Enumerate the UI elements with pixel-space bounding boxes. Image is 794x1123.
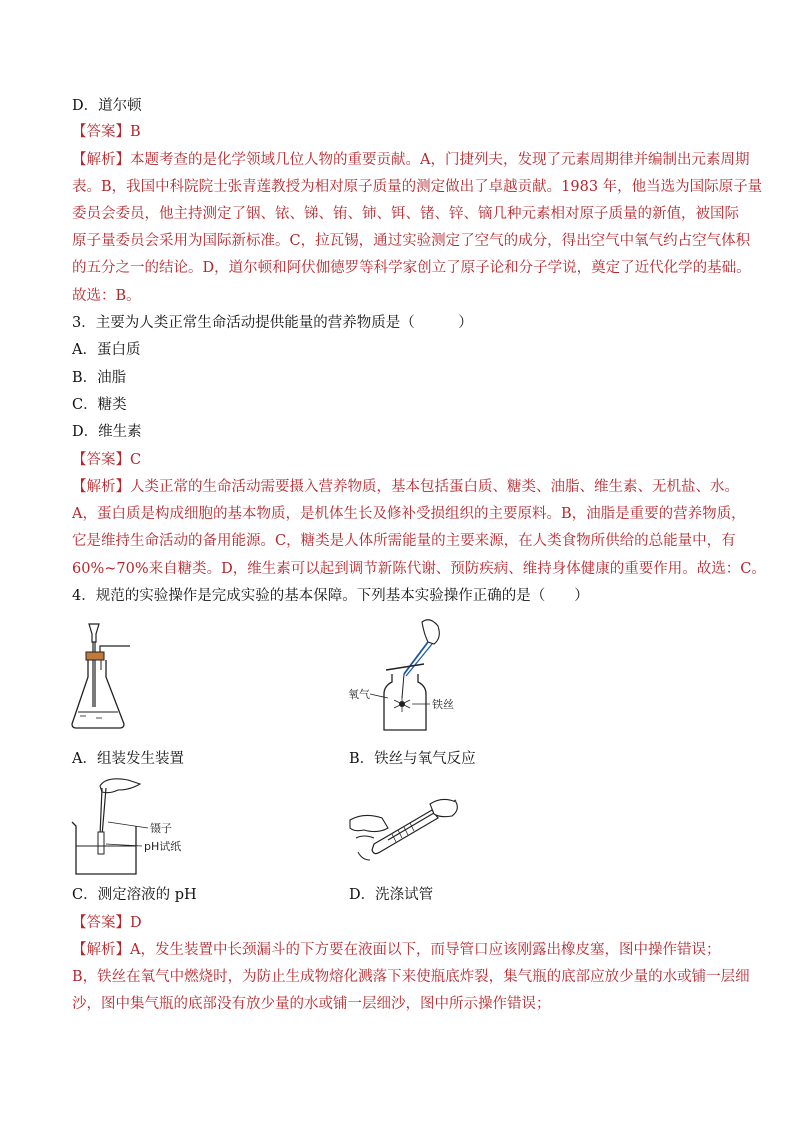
q3-analysis-line: 【解析】人类正常的生命活动需要摄入营养物质，基本包括蛋白质、糖类、油脂、维生素、无机盐、水。 (72, 479, 739, 495)
q4-stem: 4．规范的实验操作是完成实验的基本保障。下列基本实验操作正确的是（ ） (72, 588, 589, 604)
q2-analysis-line: 原子量委员会采用为国际新标准。C，拉瓦锡，通过实验测定了空气的成分，得出空气中氧气约占空气体积 (72, 233, 751, 249)
q2-analysis-line: 委员会委员，他主持测定了铟、铱、锑、铕、铈、铒、锗、锌、镝几种元素相对原子质量的新值，被国际 (72, 206, 739, 222)
q2-answer (72, 122, 141, 142)
q4-option-d: D．洗涤试管 (349, 887, 434, 903)
analysis-tag: 【解析】 (72, 479, 130, 495)
answer-value: C (130, 452, 142, 468)
q4-analysis-line: 【解析】A，发生装置中长颈漏斗的下方要在液面以下，而导管口应该刚露出橡皮塞，图中操作错误； (72, 942, 721, 958)
label-ph-paper: pH试纸 (144, 840, 182, 853)
answer-value: D (130, 915, 142, 931)
q2-analysis-line: 故选：B。 (72, 288, 141, 304)
answer-tag: 【答案】 (72, 124, 130, 140)
q3-option-c: C．糖类 (72, 397, 127, 413)
label-iron-wire: 铁丝 (432, 698, 454, 711)
q4-option-a: A．组装发生装置 (72, 751, 184, 767)
q4-analysis-line: B，铁丝在氧气中燃烧时，为防止生成物熔化溅落下来使瓶底炸裂，集气瓶的底部应放少量的水或铺一层细 (72, 969, 750, 985)
answer-tag: 【答案】 (72, 452, 130, 468)
figure-a-flask-apparatus (66, 622, 146, 732)
q3-answer (72, 450, 141, 470)
answer-tag: 【答案】 (72, 915, 130, 931)
q3-analysis-line: 它是维持生命活动的备用能源。C，糖类是人体所需能量的主要来源，在人类食物所供给的总能量中，有 (72, 533, 736, 549)
q4-option-b: B．铁丝与氧气反应 (349, 751, 476, 767)
answer-value: B (130, 124, 141, 140)
q3-option-a: A．蛋白质 (72, 342, 141, 358)
q4-answer (72, 913, 142, 933)
q2-analysis-line: 的五分之一的结论。D，道尔顿和阿伏伽德罗等科学家创立了原子论和分子学说，奠定了近代化学的基础。 (72, 260, 751, 276)
q3-analysis-line: 60%~70%来自糖类。D，维生素可以起到调节新陈代谢、预防疾病、维持身体健康的重要作用。故选：C。 (72, 561, 766, 577)
q4-analysis-line: 沙，图中集气瓶的底部没有放少量的水或铺一层细沙，图中所示操作错误； (72, 996, 551, 1012)
figure-d-washing-test-tube (344, 794, 462, 866)
label-oxygen: 氧气 (348, 688, 370, 701)
label-tweezers: 镊子 (150, 822, 172, 835)
analysis-tag: 【解析】 (72, 942, 130, 958)
q4-option-c: C．测定溶液的 pH (72, 887, 197, 903)
figure-c-ph-test (66, 776, 192, 878)
q3-option-d: D．维生素 (72, 424, 142, 440)
q3-option-b: B．油脂 (72, 370, 127, 386)
q3-analysis-line: A，蛋白质是构成细胞的基本物质，是机体生长及修补受损组织的主要原料。B，油脂是重要的营养物质， (72, 506, 746, 522)
q2-option-d: D．道尔顿 (72, 98, 142, 114)
q2-analysis-line: 【解析】本题考查的是化学领域几位人物的重要贡献。A，门捷列夫，发现了元素周期律并编制出元素周期 (72, 152, 750, 168)
figure-b-iron-in-oxygen (344, 612, 474, 734)
analysis-tag: 【解析】 (72, 152, 130, 168)
q3-stem: 3．主要为人类正常生命活动提供能量的营养物质是（ ） (72, 315, 473, 331)
q2-analysis-line: 表。B，我国中科院院士张青莲教授为相对原子质量的测定做出了卓越贡献。1983 年，他当选为国际原子量 (72, 179, 763, 195)
